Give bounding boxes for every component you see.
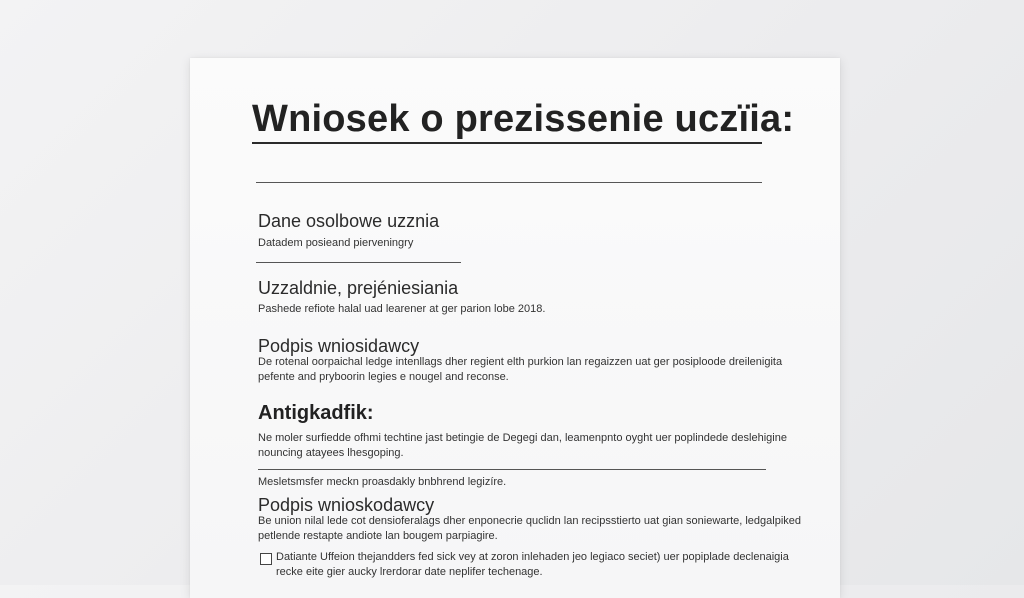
- section-text: Be union nilal lede cot densioferalags dher enponecrie quclidn lan recipsstierto uat gian soniewarte, ledgalpiked: [258, 515, 802, 527]
- section-text: nouncing atayees lhesgoping.: [258, 447, 404, 459]
- section-text: Mesletsmsfer meckn proasdakly bnbhrend legizíre.: [258, 476, 507, 488]
- divider-middle: [258, 469, 766, 470]
- section-text: De rotenal oorpaichal ledge intenllags dher regient elth purkion lan regaizzen uat ger posiploode dreilenigita: [258, 356, 783, 368]
- section-text: Datadem posieand pierveningry: [258, 237, 414, 249]
- section-heading-applicant-signature-2: Podpis wnioskodawcy: [258, 495, 435, 515]
- section-heading-personal-data: Dane osolbowe uzznia: [258, 211, 440, 231]
- section-text: Ne moler surfiedde ofhmi techtine jast betingie de Degegi dan, leamenpnto oyght uer poplindede deslehigine: [258, 432, 787, 444]
- section-text: Datiante Uffeion thejandders fed sick vey at zoron inlehaden jeo legiaco seciet) uer popiplade declenaigia: [276, 551, 789, 563]
- section-heading-applicant-signature: Podpis wniosidawcy: [258, 336, 420, 356]
- section-heading-justification: Uzzaldnie, prejéniesiania: [258, 278, 459, 298]
- document-page: [190, 58, 840, 598]
- consent-checkbox[interactable]: [260, 553, 272, 565]
- section-text: pefente and pryboorin legies e nougel and reconse.: [258, 371, 509, 383]
- section-text: Pashede refiote halal uad learener at ger parion lobe 2018.: [258, 303, 546, 315]
- signature-line: [256, 262, 461, 263]
- section-text: petlende restapte andiote lan bougem parpiagire.: [258, 530, 498, 542]
- section-heading-antigkadfik: Antigkadfik:: [258, 402, 374, 424]
- title-underline: [252, 142, 762, 144]
- section-text: recke eite gier aucky lrerdorar date neplifer techenage.: [276, 566, 543, 578]
- divider-top: [256, 182, 762, 183]
- document-title: Wniosek o prezissenie uczïia:: [252, 98, 795, 140]
